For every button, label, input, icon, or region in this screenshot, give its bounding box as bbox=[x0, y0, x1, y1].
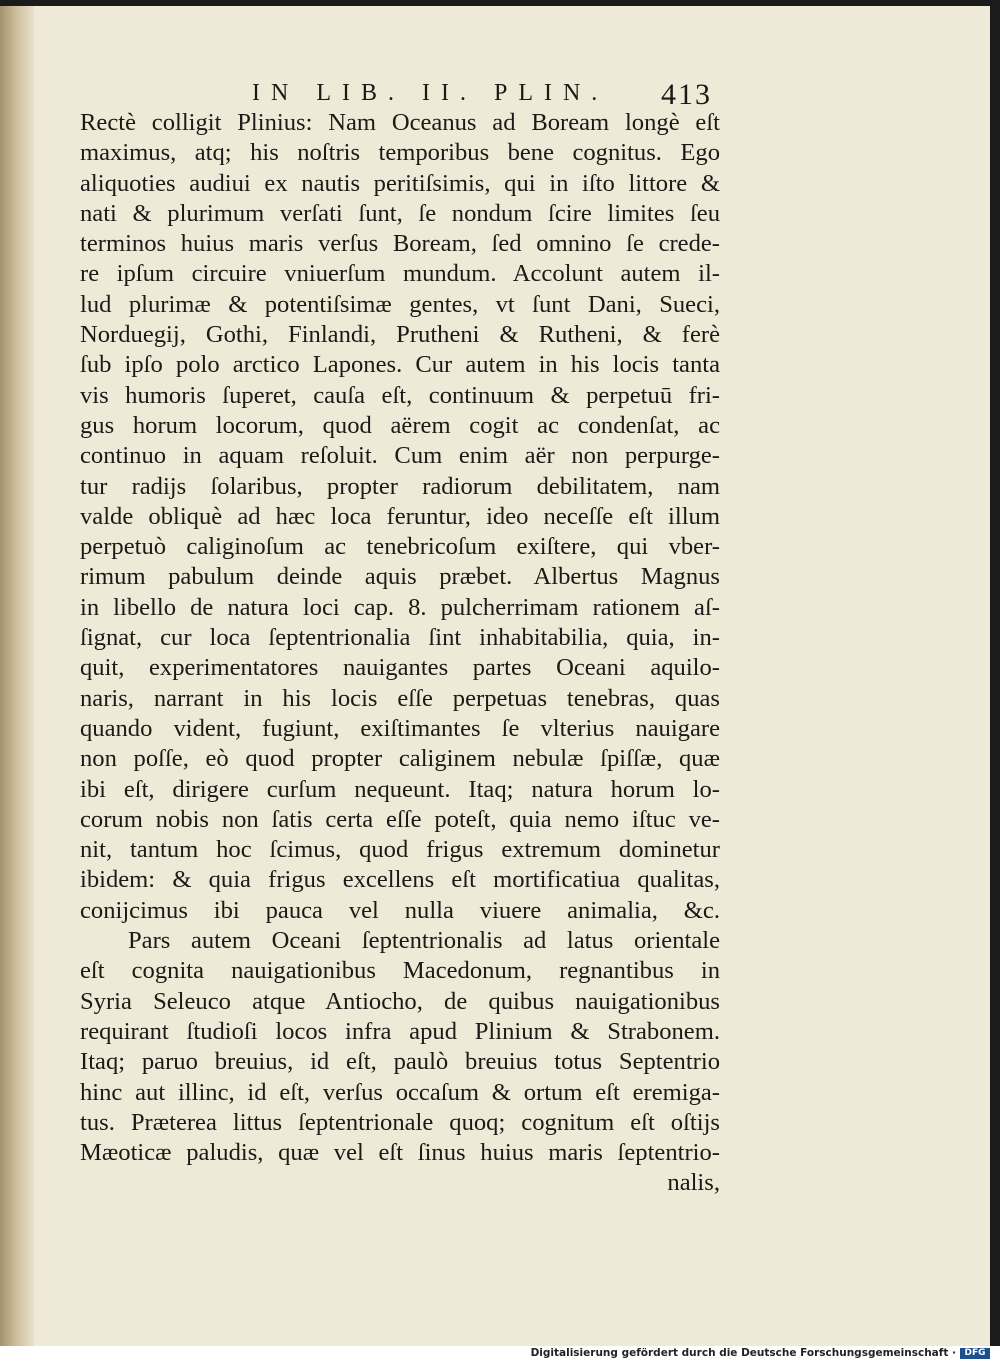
paragraph-2 bbox=[80, 926, 720, 1168]
text-line: re ipſum circuire vniuerſum mundum. Accolunt autem il- bbox=[80, 260, 720, 288]
running-head-title: IN LIB. II. PLIN. bbox=[252, 80, 609, 106]
text-line: terminos huius maris verſus Boream, ſed omnino ſe crede- bbox=[80, 230, 720, 258]
text-line: eſt cognita nauigationibus Macedonum, regnantibus in bbox=[80, 957, 720, 985]
page-gutter-edge bbox=[0, 0, 34, 1346]
text-line: hinc aut illinc, id eſt, verſus occaſum & ortum eſt eremiga- bbox=[80, 1078, 720, 1106]
text-line: naris, narrant in his locis eſſe perpetuas tenebras, quas bbox=[80, 684, 720, 712]
text-line: ibi eſt, dirigere curſum nequeunt. Itaq; natura horum lo- bbox=[80, 775, 720, 803]
text-line: ibidem: & quia frigus excellens eſt mortificatiua qualitas, bbox=[80, 866, 720, 894]
page-number: 413 bbox=[661, 78, 712, 111]
text-line: Norduegij, Gothi, Finlandi, Prutheni & Rutheni, & ferè bbox=[80, 321, 720, 349]
scan-top-border bbox=[0, 0, 1000, 6]
text-line: vis humoris ſuperet, cauſa eſt, continuum & perpetuū fri- bbox=[80, 381, 720, 409]
text-line: in libello de natura loci cap. 8. pulcherrimam rationem aſ- bbox=[80, 593, 720, 621]
text-line: ſignat, cur loca ſeptentrionalia ſint inhabitabilia, quia, in- bbox=[80, 624, 720, 652]
text-line: Rectè colligit Plinius: Nam Oceanus ad Boream longè eſt bbox=[80, 109, 720, 136]
text-line: nati & plurimum verſati ſunt, ſe nondum ſcire limites ſeu bbox=[80, 199, 720, 227]
text-line: continuo in aquam reſoluit. Cum enim aër non perpurge- bbox=[80, 442, 720, 470]
text-line: Itaq; paruo breuius, id eſt, paulò breuius totus Septentrio bbox=[80, 1048, 720, 1076]
text-line: quit, experimentatores nauigantes partes Oceani aquilo- bbox=[80, 654, 720, 682]
text-line: Syria Seleuco atque Antiocho, de quibus nauigationibus bbox=[80, 987, 720, 1015]
text-line: non poſſe, eò quod propter caliginem nebulæ ſpiſſæ, quæ bbox=[80, 745, 720, 773]
text-line: rimum pabulum deinde aquis præbet. Albertus Magnus bbox=[80, 563, 720, 591]
text-line: requirant ſtudioſi locos infra apud Plinium & Strabonem. bbox=[80, 1017, 720, 1045]
text-line: quando vident, fugiunt, exiſtimantes ſe vlterius nauigare bbox=[80, 714, 720, 742]
text-line: ſub ipſo polo arctico Lapones. Cur autem in his locis tanta bbox=[80, 351, 720, 379]
scan-right-border bbox=[990, 0, 1000, 1346]
text-line: tur radijs ſolaribus, propter radiorum debilitatem, nam bbox=[80, 472, 720, 500]
text-line: lud plurimæ & potentiſsimæ gentes, vt ſunt Dani, Sueci, bbox=[80, 290, 720, 318]
text-line: Pars autem Oceani ſeptentrionalis ad latus orientale bbox=[128, 927, 720, 955]
text-line: nit, tantum hoc ſcimus, quod frigus extremum dominetur bbox=[80, 836, 720, 864]
footer-credit: Digitalisierung gefördert durch die Deutsche Forschungsgemeinschaft · bbox=[530, 1347, 956, 1359]
text-line: valde obliquè ad hæc loca feruntur, ideo neceſſe eſt illum bbox=[80, 502, 720, 530]
body-text bbox=[80, 108, 720, 1199]
text-line: Mæoticæ paludis, quæ vel eſt ſinus huius maris ſeptentrio- bbox=[80, 1139, 720, 1167]
text-line: conijcimus ibi pauca vel nulla viuere animalia, &c. bbox=[80, 896, 720, 924]
paragraph-1 bbox=[80, 108, 720, 926]
catchword: nalis, bbox=[667, 1169, 720, 1197]
digitization-footer bbox=[0, 1346, 1000, 1362]
text-line: maximus, atq; his noſtris temporibus bene cognitus. Ego bbox=[80, 139, 720, 167]
text-line: corum nobis non ſatis certa eſſe poteſt, quia nemo iſtuc ve- bbox=[80, 805, 720, 833]
dfg-logo: DFG bbox=[960, 1348, 990, 1359]
text-line: aliquoties audiui ex nautis peritiſsimis, qui in iſto littore & bbox=[80, 169, 720, 197]
text-line: tus. Præterea littus ſeptentrionale quoq; cognitum eſt oſtijs bbox=[80, 1108, 720, 1136]
text-line: perpetuò caliginoſum ac tenebricoſum exiſtere, qui vber- bbox=[80, 533, 720, 561]
text-line: gus horum locorum, quod aërem cogit ac condenſat, ac bbox=[80, 411, 720, 439]
